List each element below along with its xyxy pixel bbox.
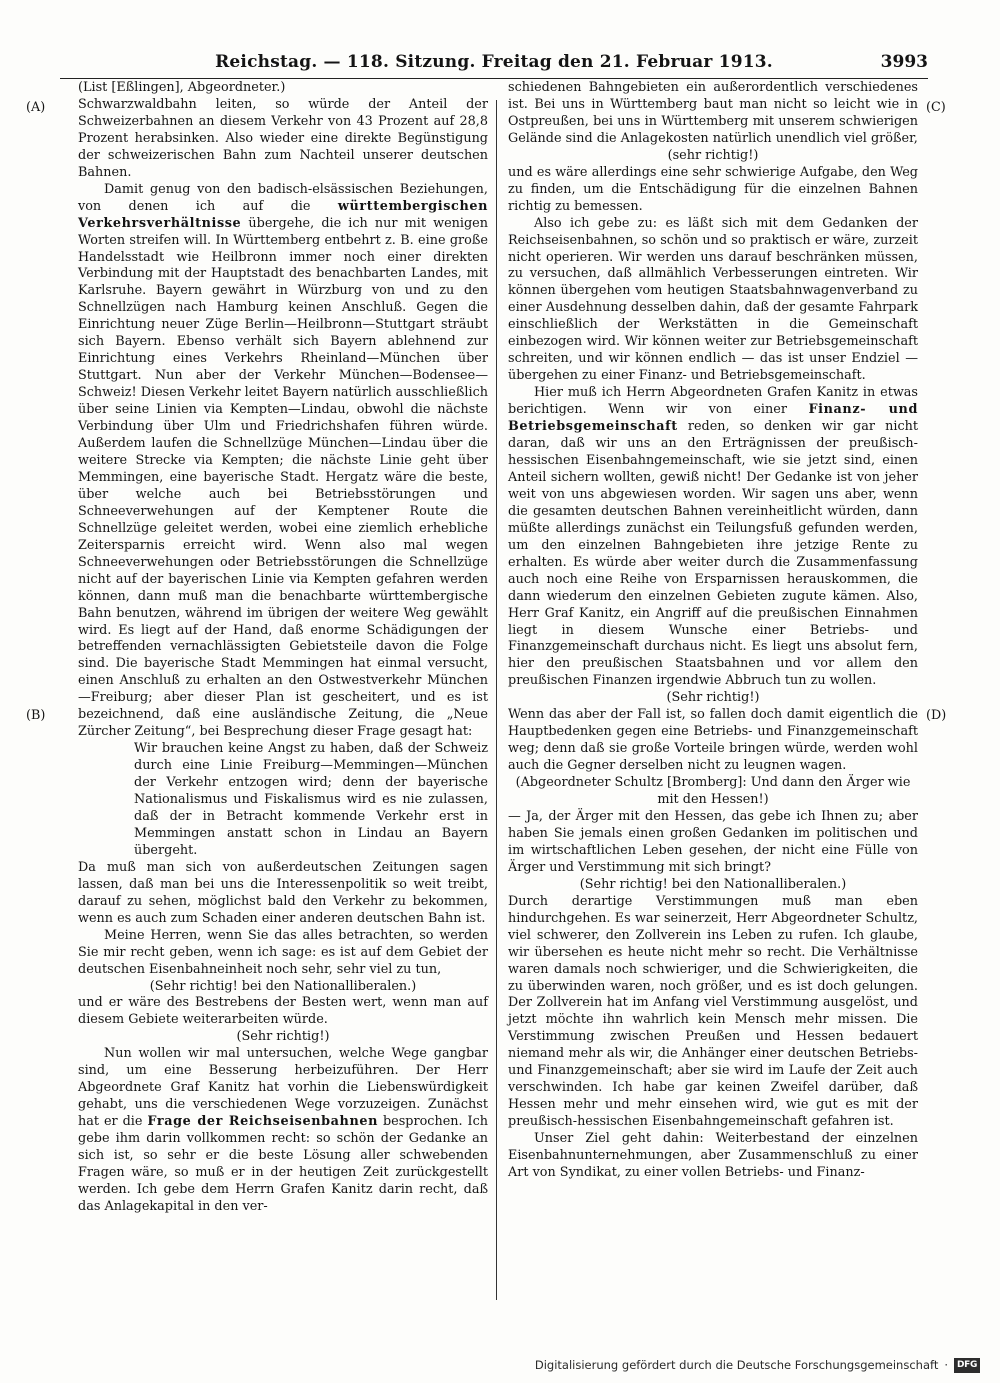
page-number: 3993 <box>880 52 928 72</box>
page-title: Reichstag. — 118. Sitzung. Freitag den 21. Februar 1913. <box>215 52 773 72</box>
page-header <box>60 52 928 79</box>
paragraph: Da muß man sich von außerdeutschen Zeitungen sagen lassen, daß man bei uns die Interessenpolitik so weit treibt, darauf zu sehen, möglichst bald den Verkehr zu bekommen, wenn es auch zum Schaden einer anderen deutschen Bahn ist. <box>78 859 488 926</box>
margin-marker-d: (D) <box>926 708 947 723</box>
paragraph: — Ja, der Ärger mit den Hessen, das gebe ich Ihnen zu; aber haben Sie jemals einen großen Gedanken im politischen und im wirtschaftlichen Leben gesehen, der nicht eine Fülle von Ärger und Verstimmung mit sich bringt? <box>508 808 918 875</box>
bold-phrase: Frage der Reichseisenbahnen <box>147 1114 378 1130</box>
interjection: (Abgeordneter Schultz [Bromberg]: Und dann den Ärger wie mit den Hessen!) <box>515 775 911 808</box>
paragraph: Damit genug von den badisch-elsässischen Beziehungen, von denen ich auf die württembergischen Verkehrsverhältnisse übergehe, die ich nur mit wenigen Worten streifen will. In Württemberg entbehrt z. B. eine große Handelsstadt wie Heilbronn immer noch einer direkten Verbindung mit der Hauptstadt des benachbarten Landes, mit Karlsruhe. Bayern gewährt in Würzburg von und zu den Schnellzügen nach Hamburg keinen Anschluß. Gegen die Einrichtung neuer Züge Berlin—Heilbronn—Stuttgart sträubt sich Bayern. Ebenso verhält sich Bayern ablehnend zur Einrichtung eines Verkehrs Rheinland—München über Stuttgart. Nun aber der Verkehr München—Bodensee—Schweiz! Diesen Verkehr leitet Bayern natürlich ausschließlich über seine Linien via Kempten—Lindau, obwohl die nächste Verbindung über Ulm und Friedrichshafen führen würde. Außerdem laufen die Schnellzüge München—Lindau über die weitere Strecke via Kempten; die nächste Linie geht über Memmingen, eine bayerische Stadt. Hergatz wäre die beste, über welche auch bei Betriebsstörungen und Schneeverwehungen auf der Kemptener Route die Schnellzüge geleitet werden, wobei eine ziemlich erhebliche Zeitersparnis erreicht wird. Wenn also mal wegen Schneeverwehungen oder Betriebsstörungen die Schnellzüge nicht auf der bayerischen Linie via Kempten gefahren werden können, dann muß man die benachbarte württembergische Bahn benutzen, während im übrigen der weitere Weg gewählt wird. Es liegt auf der Hand, daß enorme Schädigungen der betreffenden vernachlässigten Gebietsteile davon die Folge sind. Die bayerische Stadt Memmingen hat einmal versucht, einen Anschluß zu erhalten an den Ostwestverkehr München—Freiburg; aber dieser Plan ist gescheitert, und es ist bezeichnend, daß eine ausländische Zeitung, die „Neue Zürcher Zeitung“, bei Besprechung dieser Frage gesagt hat: <box>78 181 488 740</box>
speaker-line: (List [Eßlingen], Abgeordneter.) <box>78 80 286 95</box>
separator-dot: · <box>944 1358 948 1372</box>
paragraph: Unser Ziel geht dahin: Weiterbestand der einzelnen Eisenbahnunternehmungen, aber Zusammenschluß zu einer Art von Syndikat, zu einer vollen Betriebs- und Finanz- <box>508 1131 918 1180</box>
interjection: (Sehr richtig! bei den Nationalliberalen.) <box>579 876 847 892</box>
digitization-footer <box>535 1353 980 1377</box>
interjection: (Sehr richtig! bei den Nationalliberalen.) <box>149 978 417 994</box>
paragraph: Durch derartige Verstimmungen muß man eben hindurchgehen. Es war seinerzeit, Herr Abgeordneter Schultz, viel schwerer, den Zollverein ins Leben zu rufen. Ich glaube, wir übersehen es heute nicht mehr so recht. Die Verhältnisse waren damals noch schwieriger, und die Schwierigkeiten, die zu überwinden waren, noch größer, und es ist doch gelungen. Der Zollverein hat im Anfang viel Verstimmung ausgelöst, und jetzt möchte ihn wahrlich kein Mensch mehr missen. Die Verstimmung zwischen Preußen und Hessen bedauert niemand mehr als wir, die Anhänger einer deutschen Betriebs- und Finanzgemeinschaft; aber sie wird im Laufe der Zeit auch verschwinden. Ich habe gar keinen Zweifel darüber, daß Hessen mehr und mehr einsehen wird, wie gut es mit der preußisch-hessischen Eisenbahngemeinschaft gefahren ist. <box>508 893 918 1130</box>
paragraph: und es wäre allerdings eine sehr schwierige Aufgabe, den Weg zu finden, um die Entschädigung für die einzelnen Bahnen richtig zu bemessen. <box>508 164 918 214</box>
interjection: (Sehr richtig!) <box>236 1029 330 1045</box>
paragraph: Wenn das aber der Fall ist, so fallen doch damit eigentlich die Hauptbedenken gegen eine Betriebs- und Finanzgemeinschaft weg; denn daß sie große Vorteile bringen würde, werden wohl auch die Gegner derselben nicht zu leugnen wagen. <box>508 707 918 774</box>
paragraph: schiedenen Bahngebieten ein außerordentlich verschiedenes ist. Bei uns in Württemberg baut man nicht so leicht wie in Ostpreußen, bei uns in Württemberg mit unserem schwierigen Gelände sind die Anlagekosten natürlich unendlich viel größer, <box>508 80 918 146</box>
interjection: (sehr richtig!) <box>667 147 759 163</box>
column-divider <box>496 100 497 1300</box>
left-column <box>78 80 488 1216</box>
interjection: (Sehr richtig!) <box>666 690 760 706</box>
paragraph: Also ich gebe zu: es läßt sich mit dem Gedanken der Reichseisenbahnen, so schön und so praktisch er wäre, zurzeit nicht operieren. Wir werden uns darauf beschränken müssen, zu versuchen, daß allmählich Verbesserungen eintreten. Wir können übergehen vom heutigen Staatsbahnwagenverband zu einer Ausdehnung desselben dahin, daß der gesamte Fahrpark einschließlich der Werkstätten in die Gemeinschaft einbezogen wird. Wir können weiter zur Betriebsgemeinschaft schreiten, und wir können endlich — das ist unser Endziel — übergehen zu einer Finanz- und Betriebsgemeinschaft. <box>508 215 918 384</box>
dfg-logo-icon: DFG <box>954 1358 980 1373</box>
paragraph: und er wäre des Bestrebens der Besten wert, wenn man auf diesem Gebiete weiterarbeiten würde. <box>78 995 488 1028</box>
bold-phrase: Finanz- und Betriebsgemeinschaft <box>508 402 918 435</box>
paragraph: Schwarzwaldbahn leiten, so würde der Anteil der Schweizerbahnen an diesem Verkehr von 43 Prozent auf 28,8 Prozent herabsinken. Also wieder eine direkte Begünstigung der schweizerischen Bahn zum Nachteil unserer deutschen Bahnen. <box>78 96 488 180</box>
right-column <box>508 80 918 1182</box>
bold-phrase: württembergischen Verkehrsverhältnisse <box>78 198 488 231</box>
paragraph: Meine Herren, wenn Sie das alles betrachten, so werden Sie mir recht geben, wenn ich sage: es ist auf dem Gebiet der deutschen Eisenbahneinheit noch sehr, sehr viel zu tun, <box>78 927 488 977</box>
quotation: Wir brauchen keine Angst zu haben, daß der Schweiz durch eine Linie Freiburg—Memmingen—München der Verkehr entzogen wird; denn der bayerische Nationalismus und Fiskalismus wird es nie zulassen, daß der in Betracht kommende Verkehr erst in Memmingen anstatt schon in Lindau an Bayern übergeht. <box>134 741 488 858</box>
margin-marker-a: (A) <box>26 100 46 115</box>
paragraph: Nun wollen wir mal untersuchen, welche Wege gangbar sind, um eine Besserung herbeizuführen. Der Herr Abgeordnete Graf Kanitz hat vorhin die Liebenswürdigkeit gehabt, uns die verschiedenen Wege vorzuzeigen. Zunächst hat er die Frage der Reichseisenbahnen besprochen. Ich gebe ihm darin vollkommen recht: so schön der Gedanke an sich ist, so sehr er die beste Lösung aller schwebenden Fragen wäre, so muß er in der heutigen Zeit zurückgestellt werden. Ich gebe dem Herrn Grafen Kanitz darin recht, daß das Anlagekapital in den ver- <box>78 1046 488 1214</box>
margin-marker-c: (C) <box>926 100 946 115</box>
paragraph: Hier muß ich Herrn Abgeordneten Grafen Kanitz in etwas berichtigen. Wenn wir von einer Finanz- und Betriebsgemeinschaft reden, so denken wir gar nicht daran, daß wir uns an den Erträgnissen der preußisch-hessischen Eisenbahngemeinschaft, wie sie jetzt sind, einen Anteil sichern wollten, gewiß nicht! Der Gedanke ist von jeher weit von uns abgewiesen worden. Wir sagen uns aber, wenn die gesamten deutschen Bahnen vereinheitlicht würden, dann müßte allerdings zunächst ein Teilungsfuß gefunden werden, um den einzelnen Bahngebieten ihre jetzige Rente zu erhalten. Es würde aber weiter durch die Zusammenfassung auch noch eine Reihe von Ersparnissen herauskommen, die dann wiederum den einzelnen Gebieten zugute kämen. Also, Herr Graf Kanitz, ein Angriff auf die preußischen Einnahmen liegt in diesem Wunsche einer Betriebs- und Finanzgemeinschaft durchaus nicht. Es liegt uns absolut fern, hier den preußischen Staatsbahnen und vor allem den preußischen Finanzen irgendwie Abbruch tun zu wollen. <box>508 385 918 689</box>
footer-text: Digitalisierung gefördert durch die Deutsche Forschungsgemeinschaft <box>534 1358 939 1372</box>
margin-marker-b: (B) <box>26 708 46 723</box>
